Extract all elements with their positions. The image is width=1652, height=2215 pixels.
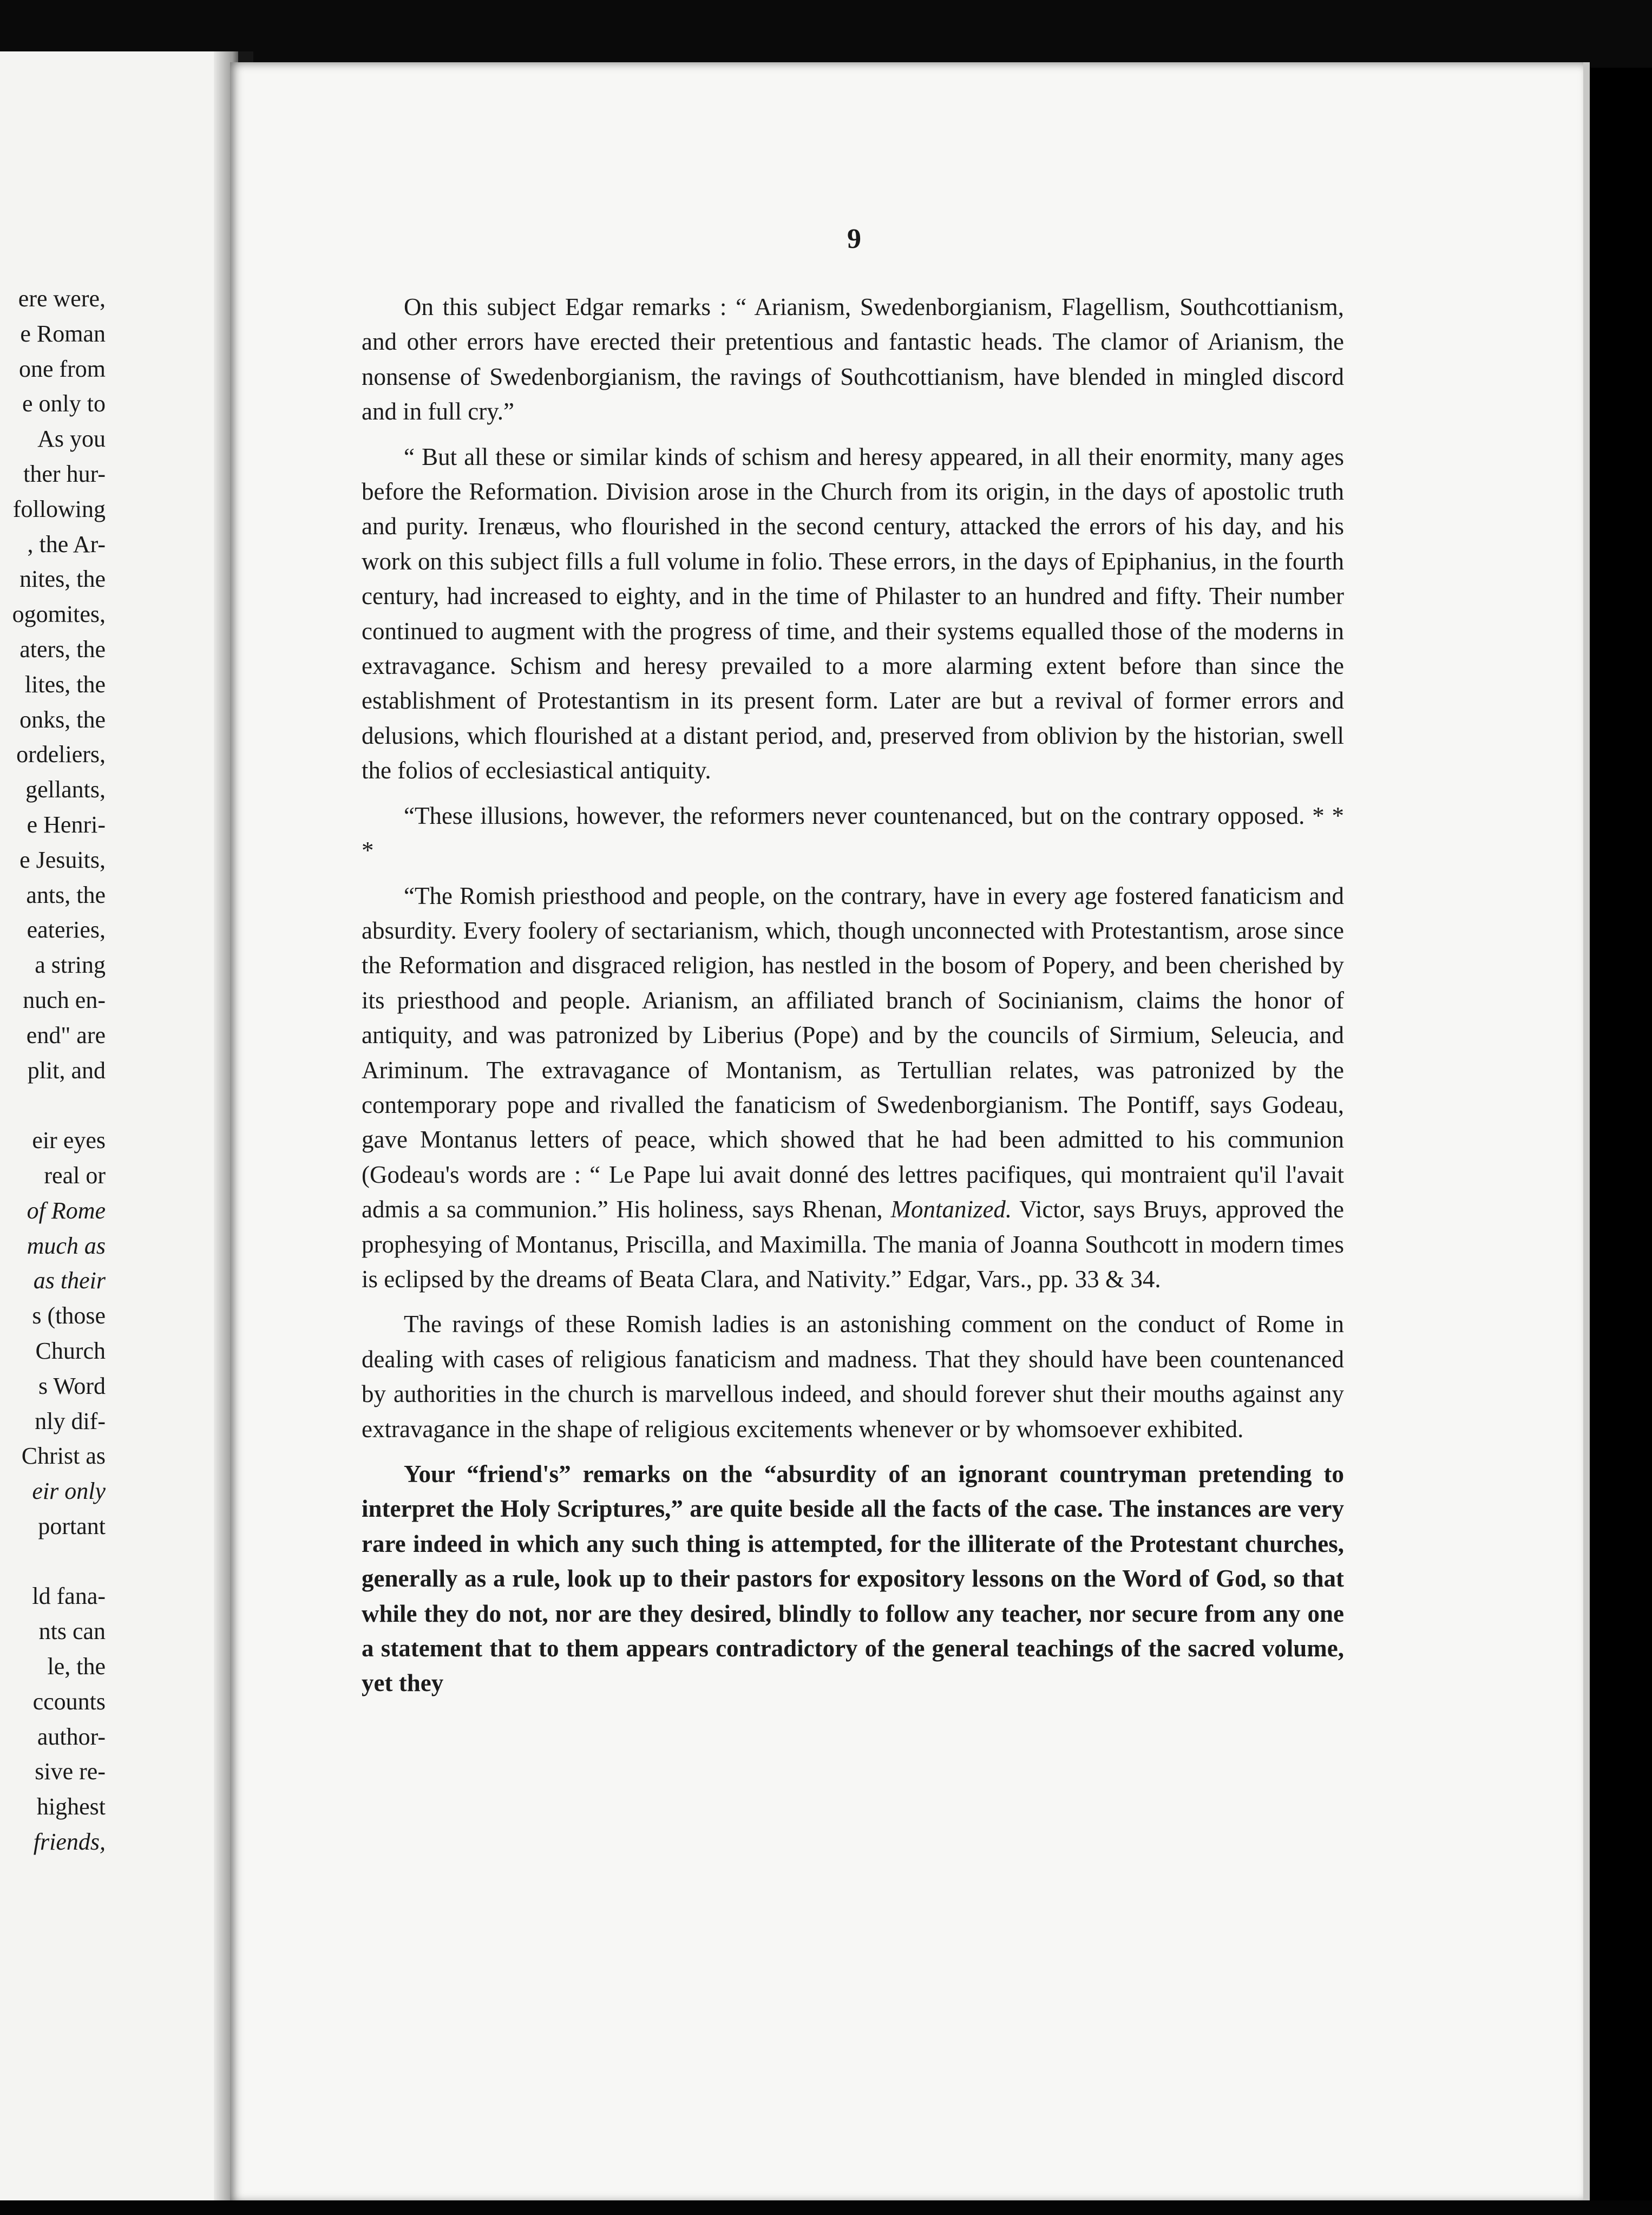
previous-page-line: ccounts [32, 1688, 106, 1715]
previous-page-line: following [12, 495, 106, 522]
paragraph-edgar-remarks: On this subject Edgar remarks : “ Arianism, Swedenborgianism, Flagellism, Southcottianism, and other errors have erected their pretentious and fantastic heads. The clamor of Arianism, the nonsense of Swedenborgianism, the ravings of Southcottianism, have blended in mingled discord and in full cry.” [362, 293, 1344, 425]
previous-page-line: a string [35, 952, 106, 979]
previous-page-line: eateries, [27, 916, 106, 943]
previous-page-line: ants, the [26, 881, 106, 908]
previous-page-line: nites, the [19, 566, 106, 593]
previous-page-line: s (those [32, 1302, 106, 1329]
paragraph-romish-priesthood-part1: “The Romish priesthood and people, on the contrary, have in every age fostered fanaticism and absurdity. Every foolery of sectarianism, which, though unconnected with Protestantism, arose since the Reformation and disgraced religion, has nestled in the bosom of Popery, and been cherished by its priesthood and people. Arianism, an affiliated branch of Socinianism, claims the honor of antiquity, and was patronized by Liberius (Pope) and by the councils of Sirmium, Seleucia, and Ariminum. The extravagance of Montanism, as Tertullian relates, was patronized by the contemporary pope and rivalled the fanaticism of Swedenborgianism. The Pontiff, says Godeau, gave Montanus letters of peace, which showed that he had been admitted to his communion (Godeau's words are : “ Le Pape lui avait donné des lettres pacifiques, qui montraient qu'il l'avait admis a sa communion.” His holiness, says Rhenan, [362, 882, 1344, 1223]
previous-page-line: highest [36, 1793, 106, 1820]
previous-page-line: nly dif- [35, 1407, 106, 1434]
previous-page-line: one from [18, 355, 106, 382]
paragraph-schism-heresy: “ But all these or similar kinds of schism and heresy appeared, in all their enormity, many ages before the Reformation. Division arose in the Church from its origin, in the days of apostolic truth and purity. Irenæus, who flourished in the second century, attacked the errors of his day, and his work on this subject fills a full volume in folio. These errors, in the days of Epiphanius, in the fourth century, had increased to eighty, and in the time of Philaster to an hundred and fifty. Their number continued to augment with the progress of time, and their systems equalled those of the moderns in extravagance. Schism and heresy prevailed to a more alarming extent before than since the establishment of Protestantism in its present form. Later are but a revival of former errors and delusions, which flourished at a distant period, and, preserved from oblivion by the historian, swell the folios of ecclesiastical antiquity. [362, 443, 1344, 784]
previous-page-line: ther hur- [23, 460, 106, 487]
previous-page-line: ere were, [18, 285, 106, 312]
previous-page-line: Christ as [21, 1443, 106, 1470]
previous-page-line: e Henri- [27, 811, 106, 838]
previous-page-line: As you [37, 425, 106, 453]
previous-page-line: end" are [26, 1021, 106, 1048]
previous-page-line [0, 1088, 106, 1123]
previous-page-line: author- [37, 1723, 106, 1750]
previous-page-line: much as [27, 1232, 106, 1259]
previous-page-line: lites, the [24, 671, 106, 698]
page-number: 9 [847, 224, 861, 254]
previous-page-line: eir eyes [32, 1127, 106, 1154]
previous-page-line: gellants, [25, 776, 106, 803]
previous-page-line: of Rome [27, 1197, 106, 1224]
previous-page-line: as their [33, 1267, 106, 1294]
page-body-text [362, 290, 1344, 1701]
previous-page-line: e only to [22, 390, 106, 417]
previous-page-line: ogomites, [12, 601, 106, 628]
previous-page-line: aters, the [19, 635, 106, 663]
previous-page-line: s Word [38, 1372, 106, 1399]
paragraph-romish-priesthood-part2: Victor, says Bruys, approved the prophesying of Montanus, Priscilla, and Maximilla. The mania of Joanna Southcott in modern times is eclipsed by the dreams of Beata Clara, and Nativity.” Edgar, Vars., pp. 33 & 34. [362, 1196, 1345, 1293]
previous-page-line: le, the [47, 1653, 106, 1680]
previous-page-line: e Jesuits, [19, 846, 106, 873]
previous-page-line: onks, the [19, 706, 106, 733]
paragraph-reformers: “These illusions, however, the reformers never countenanced, but on the contrary opposed. * * * [362, 802, 1344, 864]
previous-page-line: plit, and [27, 1057, 106, 1084]
italic-montanized: Montanized. [890, 1196, 1012, 1223]
previous-page-line: nts can [38, 1618, 106, 1645]
previous-page-line: friends, [33, 1829, 106, 1856]
previous-page-line: real or [44, 1162, 106, 1189]
previous-page-line: ld fana- [32, 1583, 106, 1610]
previous-page-line: nuch en- [23, 986, 106, 1013]
previous-page-text-fragments [0, 281, 106, 1860]
previous-page-line: e Roman [20, 320, 106, 347]
previous-page-line: portant [38, 1512, 106, 1539]
previous-page-line [0, 1544, 106, 1580]
previous-page-line: , the Ar- [27, 530, 106, 558]
previous-page-line: sive re- [35, 1758, 106, 1785]
previous-page-line: ordeliers, [16, 741, 106, 768]
scan-bottom-border [0, 2200, 1652, 2215]
paragraph-romish-ladies: The ravings of these Romish ladies is an astonishing comment on the conduct of Rome in dealing with cases of religious fanaticism and madness. That they should have been countenanced by authorities in the church is marvellous indeed, and should forever shut their mouths against any extravagance in the shape of religious excitements whenever or by whomsoever exhibited. [362, 1310, 1344, 1443]
previous-page-line: eir only [32, 1478, 106, 1505]
paragraph-romish-priesthood [362, 879, 1344, 1297]
previous-page-line: Church [35, 1337, 106, 1364]
paragraph-friends-remarks: Your “friend's” remarks on the “absurdity of an ignorant countryman pretending to interpret the Holy Scriptures,” are quite beside all the facts of the case. The instances are very rare indeed in which any such thing is attempted, for the illiterate of the Protestant churches, generally as a rule, look up to their pastors for expository lessons on the Word of God, so that while they do not, nor are they desired, blindly to follow any teacher, nor secure from any one a statement that to them appears contradictory of the general teachings of the sacred volume, yet they [362, 1460, 1344, 1697]
page-edge [1583, 62, 1590, 2203]
